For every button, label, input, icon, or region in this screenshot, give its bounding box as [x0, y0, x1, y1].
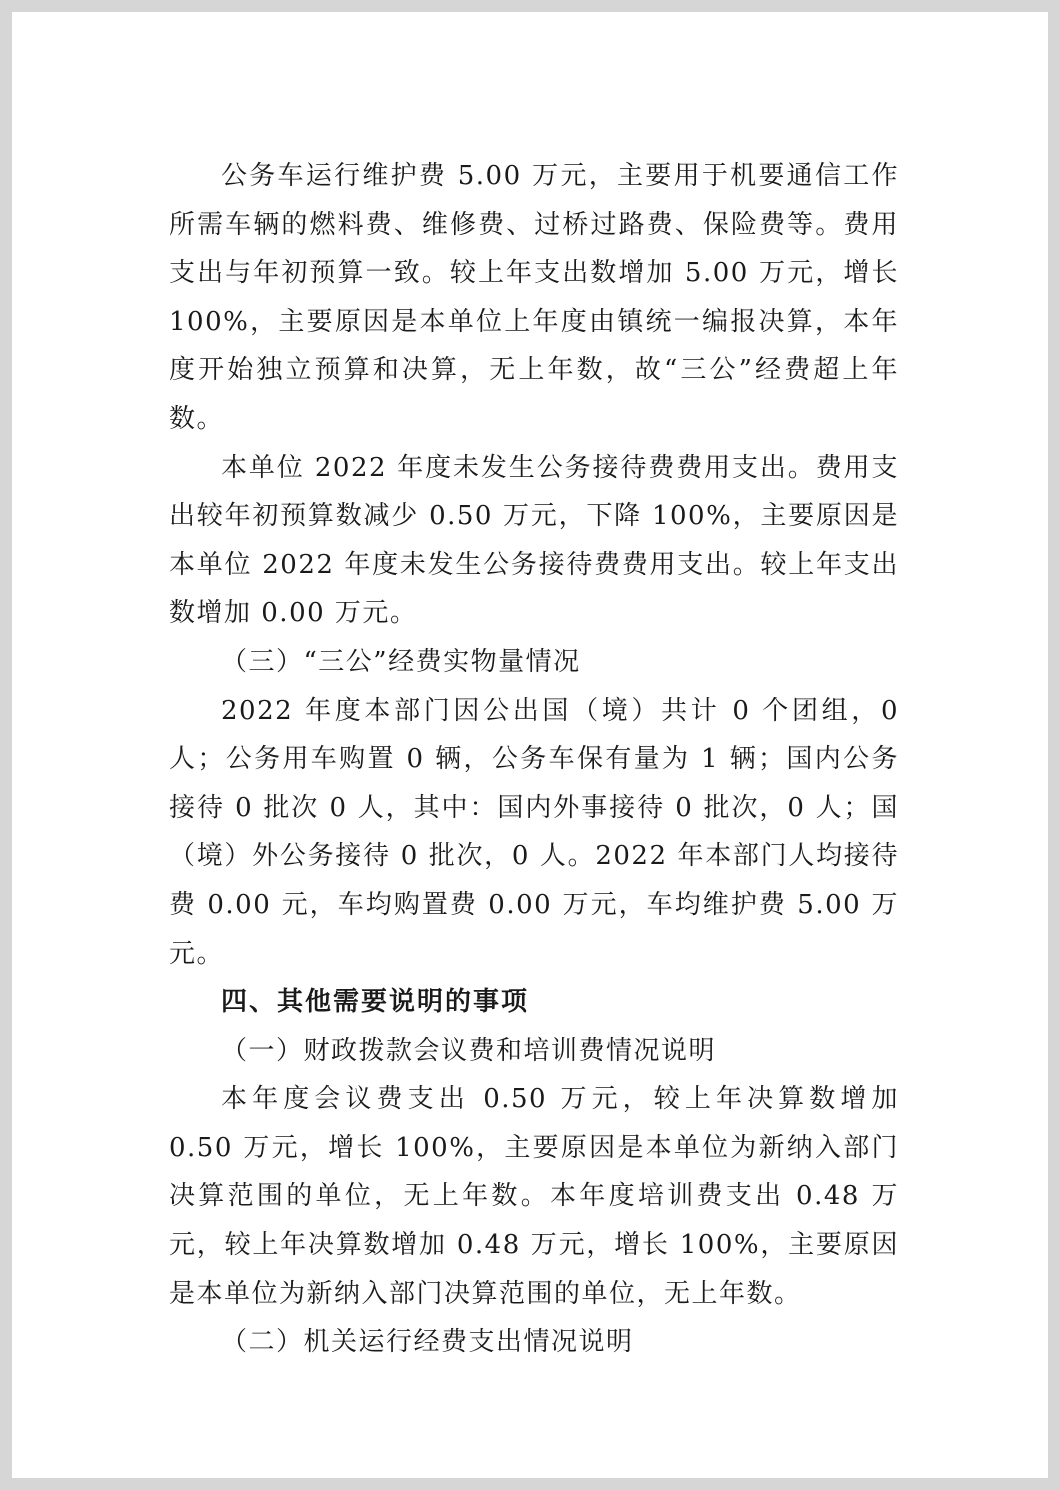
paragraph-vehicle-maintenance: 公务车运行维护费 5.00 万元，主要用于机要通信工作所需车辆的燃料费、维修费、过桥过路费、保险费等。费用支出与年初预算一致。较上年支出数增加 5.00 万元，增长 100%，主要原因是本单位上年度由镇统一编报决算，本年度开始独立预算和决算，无上年数，故“三公”经费超上年数。: [169, 161, 899, 434]
document-body: [169, 152, 899, 1367]
paragraph-physical-quantity: 2022 年度本部门因公出国（境）共计 0 个团组，0 人；公务用车购置 0 辆，公务车保有量为 1 辆；国内公务接待 0 批次 0 人，其中：国内外事接待 0 批次，0 人；国（境）外公务接待 0 批次，0 人。2022 年本部门人均接待费 0.00 元，车均购置费 0.00 万元，车均维护费 5.00 万元。: [169, 695, 899, 969]
paragraph-meeting-training: 本年度会议费支出 0.50 万元，较上年决算数增加 0.50 万元，增长 100%，主要原因是本单位为新纳入部门决算范围的单位，无上年数。本年度培训费支出 0.48 万元，较上年决算数增加 0.48 万元，增长 100%，主要原因是本单位为新纳入部门决算范围的单位，无上年数。: [169, 1084, 899, 1309]
subheading-meeting-training: （一）财政拨款会议费和培训费情况说明: [221, 1035, 717, 1066]
subheading-physical-quantity: （三）“三公”经费实物量情况: [221, 646, 581, 677]
section-heading-other-matters: 四、其他需要说明的事项: [221, 987, 530, 1018]
document-page: [12, 12, 1048, 1478]
subheading-operating-expense: （二）机关运行经费支出情况说明: [221, 1327, 634, 1358]
paragraph-reception-expense: 本单位 2022 年度未发生公务接待费费用支出。费用支出较年初预算数减少 0.50 万元，下降 100%，主要原因是本单位 2022 年度未发生公务接待费费用支出。较上年支出数增加 0.00 万元。: [169, 452, 899, 629]
